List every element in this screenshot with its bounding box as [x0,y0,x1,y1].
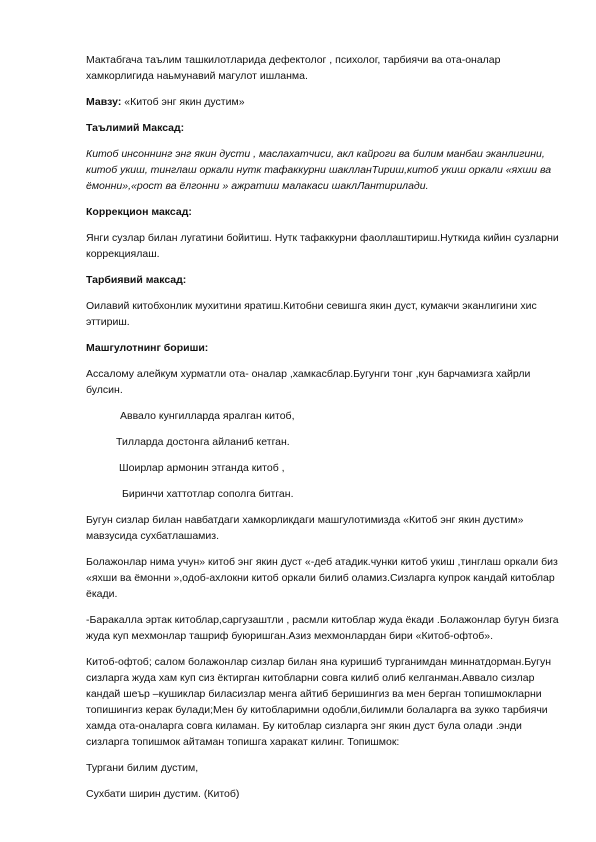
edu-goal-heading: Таълимий Максад: [86,122,185,134]
document-page [86,52,560,812]
poem-line: Аввало кунгилларда яралган китоб, [120,410,295,422]
corr-goal-text: Янги сузлар билан лугатини бойитиш. Нутк тафаккурни фаоллаштириш.Нуткида кийин сузларни коррекциялаш. [86,232,559,260]
edu-goal-text: Китоб инсоннинг энг якин дусти , маслахатчиси, акл кайроги ва билим манбаи эканлигини, китоб укиш, тинглаш оркали нутк тафаккурни шаклланТириш,китоб укиш оркали «яхши ва ёмонни»,«рост ва ёлгонни » ажратиш малакаси шаклЛантирилади. [86,148,552,192]
riddle-line: Сухбати ширин дустим. (Китоб) [86,788,240,800]
topic-label: Мавзу: [86,96,122,108]
topic-value: «Китоб энг якин дустим» [121,96,245,108]
greeting-paragraph: Ассалому алейкум хурматли ота- оналар ,хамкасблар.Бугунги тонг ,кун барчамизга хайрли булсин. [86,368,531,396]
body-paragraph: Бугун сизлар билан навбатдаги хамкорликдаги машгулотимизда «Китоб энг якин дустим» мавзусида сухбатлашамиз. [86,514,524,542]
riddle-line: Тургани билим дустим, [86,762,199,774]
progress-heading: Машгулотнинг бориши: [86,342,209,354]
body-paragraph: Болажонлар нима учун» китоб энг якин дуст «-деб атадик.чунки китоб укиш ,тинглаш оркали биз «яхши ва ёмонни »,одоб-ахлокни китоб оркали билиб оламиз.Сизларга купрок кандай китоблар ёкади. [86,556,558,600]
corr-goal-heading: Коррекцион максад: [86,206,192,218]
intro-paragraph: Мактабгача таълим ташкилотларида дефектолог , психолог, тарбиячи ва ота-оналар хамкорлигида наьмунавий магулот ишланма. [86,54,501,82]
upbr-goal-heading: Тарбиявий максад: [86,274,187,286]
poem-line: Биринчи хаттотлар сополга битган. [122,488,294,500]
upbr-goal-text: Оилавий китобхонлик мухитини яратиш.Китобни севишга якин дуст, кумакчи эканлигини хис эттириш. [86,300,537,328]
body-paragraph: -Баракалла эртак китоблар,саргузаштли , расмли китоблар жуда ёкади .Болажонлар бугун бизга жуда куп мехмонлар ташриф буюришган.Азиз мехмонлардан бири «Китоб-офтоб». [86,614,559,642]
poem-line: Тилларда достонга айланиб кетган. [116,436,290,448]
poem-line: Шоирлар армонин этганда китоб , [119,462,285,474]
body-paragraph: Китоб-офтоб; салом болажонлар сизлар билан яна куришиб турганимдан миннатдорман.Бугун сизларга жуда хам куп сиз ёктирган китобларни совга килиб олиб келганман.Аввало сизлар кандай шеър –кушиклар биласизлар менга айтиб беришингиз ва мен берган топишмокларни топишингиз керак булади;Мен бу китобларимни одобли,билимли болаларга ва зукко тарбиячи хамда ота-оналарга совга киламан. Бу китоблар сизларга энг якин дуст була олади .энди сизларга топишмок айтаман топишга харакат килинг. Топишмок: [86,656,552,748]
topic-line [86,94,560,110]
